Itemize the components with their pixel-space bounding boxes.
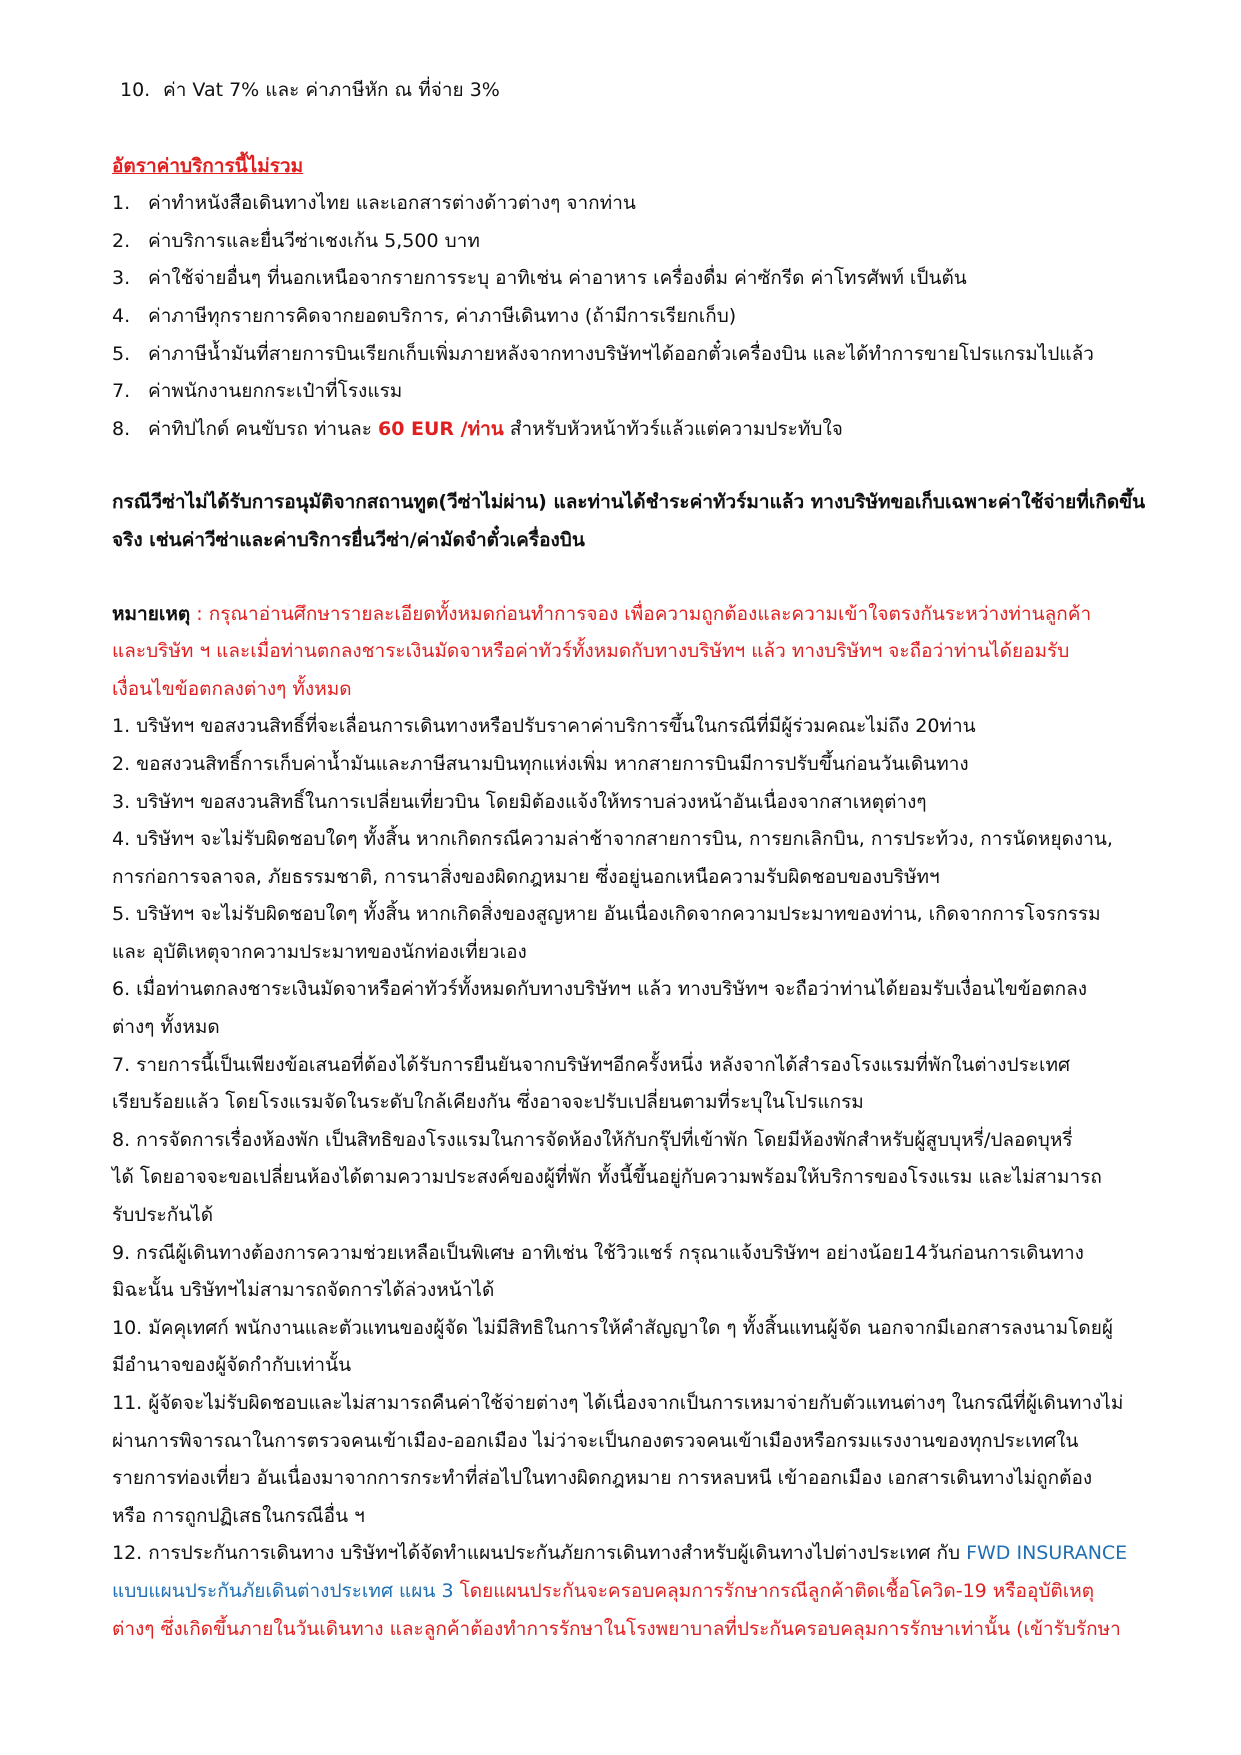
remark-line: มิฉะนั้น บริษัทฯไม่สามารถจัดการได้ล่วงหน้าได้ <box>112 1279 495 1302</box>
remark-item-2: 2. ขอสงวนสิทธิ์การเก็บค่าน้ำมันและภาษีสนามบินทุกแห่งเพิ่ม หากสายการบินมีการปรับขึ้นก่อนวันเดินทาง <box>112 752 969 775</box>
remark-line: รายการท่องเที่ยว อันเนื่องมาจากการกระทำที่ส่อไปในทางผิดกฎหมาย การหลบหนี เข้าออกเมือง เอกสารเดินทางไม่ถูกต้อง <box>112 1467 1093 1490</box>
remark-item-1: 1. บริษัทฯ ขอสงวนสิทธิ์ที่จะเลื่อนการเดินทางหรือปรับราคาค่าบริการขึ้นในกรณีที่มีผู้ร่วมคณะไม่ถึง 20ท่าน <box>112 715 976 738</box>
remark-item-12-insurance <box>112 1535 1174 1648</box>
tip-amount: 60 EUR /ท่าน <box>377 417 504 440</box>
remark-line: เรียบร้อยแล้ว โดยโรงแรมจัดในระดับใกล้เคียงกัน ซึ่งอาจจะปรับเปลี่ยนตามที่ระบุในโปรแกรม <box>112 1091 864 1114</box>
item-text <box>148 411 843 449</box>
included-item-10 <box>112 72 1174 110</box>
item-number: 4. <box>112 304 131 327</box>
remark-line <box>112 1573 1174 1611</box>
remark-item-11 <box>112 1385 1174 1535</box>
remark-line: 5. บริษัทฯ จะไม่รับผิดชอบใดๆ ทั้งสิ้น หากเกิดสิ่งของสูญหาย อันเนื่องเกิดจากความประมาทของท่าน, เกิดจากการโจรกรรม <box>112 903 1101 926</box>
remarks-section <box>112 596 1174 1649</box>
remark-line: ต่างๆ ทั้งหมด <box>112 1016 220 1039</box>
remark-line: การก่อการจลาจล, ภัยธรรมชาติ, การนาสิ่งของผิดกฎหมาย ซึ่งอยู่นอกเหนือความรับผิดชอบของบริษัทฯ <box>112 865 940 888</box>
exclusion-item <box>112 223 1174 261</box>
spacer <box>112 560 1174 596</box>
remark-line: ได้ โดยอาจจะขอเปลี่ยนห้องได้ตามความประสงค์ของผู้ที่พัก ทั้งนี้ขึ้นอยู่กับความพร้อมให้บริการของโรงแรม และไม่สามารถ <box>112 1166 1102 1189</box>
remark-item-10 <box>112 1310 1174 1385</box>
tip-text-after: สำหรับหัวหน้าทัวร์แล้วแต่ความประทับใจ <box>503 417 843 440</box>
remark-line: 4. บริษัทฯ จะไม่รับผิดชอบใดๆ ทั้งสิ้น หากเกิดกรณีความล่าช้าจากสายการบิน, การยกเลิกบิน, การประท้วง, การนัดหยุดงาน, <box>112 828 1113 851</box>
remark-item-5 <box>112 896 1174 971</box>
exclusion-item <box>112 260 1174 298</box>
exclusion-item <box>112 373 1174 411</box>
remark-item-7 <box>112 1047 1174 1122</box>
item-text: ค่าบริการและยื่นวีซ่าเชงเก้น 5,500 บาท <box>148 229 480 252</box>
remark-line: หรือ การถูกปฏิเสธในกรณีอื่น ฯ <box>112 1504 365 1527</box>
remark-line: ต่างๆ ซึ่งเกิดขึ้นภายในวันเดินทาง และลูกค้าต้องทำการรักษาในโรงพยาบาลที่ประกันครอบคลุมการรักษาเท่านั้น (เข้ารับรักษา <box>112 1617 1121 1640</box>
remarks-separator: : <box>190 602 209 625</box>
insurance-plan: แบบแผนประกันภัยเดินต่างประเทศ แผน 3 <box>112 1579 454 1602</box>
spacer <box>112 110 1174 148</box>
item-text: ค่าภาษีทุกรายการคิดจากยอดบริการ, ค่าภาษีเดินทาง (ถ้ามีการเรียกเก็บ) <box>148 304 737 327</box>
visa-notice-line: จริง เช่นค่าวีซ่าและค่าบริการยื่นวีซ่า/ค่ามัดจำตั๋วเครื่องบิน <box>112 528 585 551</box>
document-page <box>112 72 1174 1648</box>
remarks-intro-text: กรุณาอ่านศึกษารายละเอียดทั้งหมดก่อนทำการจอง เพื่อความถูกต้องและความเข้าใจตรงกันระหว่างท่านลูกค้า <box>208 602 1092 625</box>
exclusions-heading: อัตราค่าบริการนี้ไม่รวม <box>112 154 304 177</box>
remarks-intro-line <box>112 596 1174 634</box>
insurer-name: FWD INSURANCE <box>966 1542 1128 1565</box>
remark-item-6 <box>112 971 1174 1046</box>
item-number: 10. <box>120 79 151 101</box>
exclusion-item <box>112 185 1174 223</box>
remarks-intro-line: เงื่อนไขข้อตกลงต่างๆ ทั้งหมด <box>112 677 352 700</box>
spacer <box>112 448 1174 484</box>
exclusion-item-tip <box>112 411 1174 449</box>
remark-line: 9. กรณีผู้เดินทางต้องการความช่วยเหลือเป็นพิเศษ อาทิเช่น ใช้วิวแชร์ กรุณาแจ้งบริษัทฯ อย่างน้อย14วันก่อนการเดินทาง <box>112 1241 1084 1264</box>
item-number: 7. <box>112 380 131 403</box>
visa-notice-line: กรณีวีซ่าไม่ได้รับการอนุมัติจากสถานทูต(วีซ่าไม่ผ่าน) และท่านได้ชำระค่าทัวร์มาแล้ว ทางบริษัทขอเก็บเฉพาะค่าใช้จ่ายที่เกิดขึ้น <box>112 491 1146 514</box>
remark-line: และ อุบัติเหตุจากความประมาทของนักท่องเที่ยวเอง <box>112 940 527 963</box>
remark-item-9 <box>112 1235 1174 1310</box>
remark-line: รับประกันได้ <box>112 1204 214 1227</box>
remark-line: 7. รายการนี้เป็นเพียงข้อเสนอที่ต้องได้รับการยืนยันจากบริษัทฯอีกครั้งหนึ่ง หลังจากได้สำรองโรงแรมที่พักในต่างประเทศ <box>112 1053 1071 1076</box>
item-number: 2. <box>112 229 131 252</box>
remark-line: ผ่านการพิจารณาในการตรวจคนเข้าเมือง-ออกเมือง ไม่ว่าจะเป็นกองตรวจคนเข้าเมืองหรือกรมแรงงานของทุกประเทศใน <box>112 1429 1079 1452</box>
exclusions-list <box>112 185 1174 448</box>
remark-item-4 <box>112 821 1174 896</box>
remarks-intro-line: และบริษัท ฯ และเมื่อท่านตกลงชาระเงินมัดจาหรือค่าทัวร์ทั้งหมดกับทางบริษัทฯ แล้ว ทางบริษัทฯ จะถือว่าท่านได้ยอมรับ <box>112 640 1070 663</box>
tip-text-before: ค่าทิปไกด์ คนขับรถ ท่านละ <box>148 417 378 440</box>
item-number: 5. <box>112 342 131 365</box>
item-text: ค่าภาษีน้ำมันที่สายการบินเรียกเก็บเพิ่มภายหลังจากทางบริษัทฯได้ออกตั๋วเครื่องบิน และได้ทำการขายโปรแกรมไปแล้ว <box>148 342 1094 365</box>
remarks-label: หมายเหตุ <box>112 602 191 625</box>
remark-line <box>112 1535 1174 1573</box>
visa-notice <box>112 484 1174 559</box>
exclusion-item <box>112 298 1174 336</box>
item-number: 1. <box>112 192 131 215</box>
item-text: ค่าทำหนังสือเดินทางไทย และเอกสารต่างด้าวต่างๆ จากท่าน <box>148 192 636 215</box>
insurance-text: 12. การประกันการเดินทาง บริษัทฯได้จัดทำแผนประกันภัยการเดินทางสำหรับผู้เดินทางไปต่างประเทศ กับ <box>112 1542 967 1565</box>
remark-line: 6. เมื่อท่านตกลงชาระเงินมัดจาหรือค่าทัวร์ทั้งหมดกับทางบริษัทฯ แล้ว ทางบริษัทฯ จะถือว่าท่านได้ยอมรับเงื่อนไขข้อตกลง <box>112 978 1088 1001</box>
remark-line: 8. การจัดการเรื่องห้องพัก เป็นสิทธิของโรงแรมในการจัดห้องให้กับกรุ๊ปที่เข้าพัก โดยมีห้องพักสำหรับผู้สูบบุหรี่/ปลอดบุหรี่ <box>112 1128 1073 1151</box>
item-number: 3. <box>112 267 131 290</box>
remark-line: 10. มัคคุเทศก์ พนักงานและตัวแทนของผู้จัด ไม่มีสิทธิในการให้คำสัญญาใด ๆ ทั้งสิ้นแทนผู้จัด นอกจากมีเอกสารลงนามโดยผู้ <box>112 1316 1113 1339</box>
remark-line: 11. ผู้จัดจะไม่รับผิดชอบและไม่สามารถคืนค่าใช้จ่ายต่างๆ ได้เนื่องจากเป็นการเหมาจ่ายกับตัวแทนต่างๆ ในกรณีที่ผู้เดินทางไม่ <box>112 1392 1124 1414</box>
item-number: 8. <box>112 417 131 440</box>
remark-item-3: 3. บริษัทฯ ขอสงวนสิทธิ์ในการเปลี่ยนเที่ยวบิน โดยมิต้องแจ้งให้ทราบล่วงหน้าอันเนื่องจากสาเหตุต่างๆ <box>112 790 927 813</box>
item-text: ค่าพนักงานยกกระเป๋าที่โรงแรม <box>148 380 403 403</box>
item-text: ค่า Vat 7% และ ค่าภาษีหัก ณ ที่จ่าย 3% <box>163 79 500 101</box>
remark-item-8 <box>112 1122 1174 1235</box>
exclusion-item <box>112 336 1174 374</box>
insurance-coverage: โดยแผนประกันจะครอบคลุมการรักษากรณีลูกค้าติดเชื้อโควิด-19 หรืออุบัติเหตุ <box>453 1579 1095 1602</box>
remark-line: มีอำนาจของผู้จัดกำกับเท่านั้น <box>112 1354 352 1377</box>
item-text: ค่าใช้จ่ายอื่นๆ ที่นอกเหนือจากรายการระบุ อาทิเช่น ค่าอาหาร เครื่องดื่ม ค่าซักรีด ค่าโทรศัพท์ เป็นต้น <box>148 267 967 290</box>
